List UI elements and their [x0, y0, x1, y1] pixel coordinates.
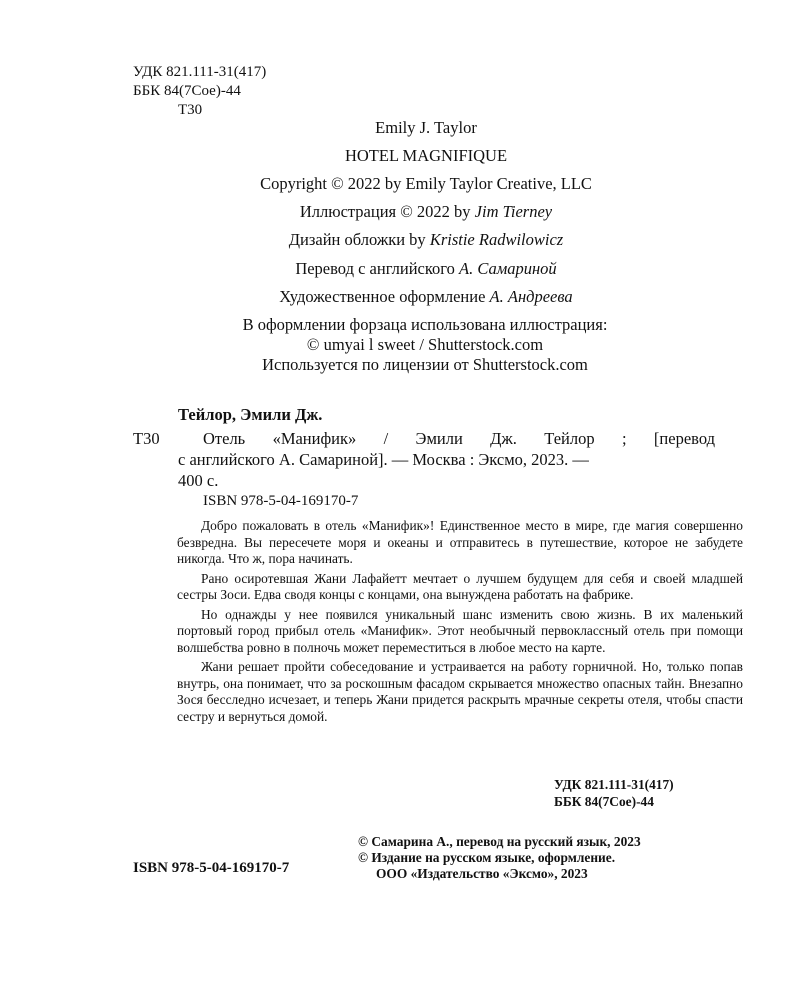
bib-line: 400 с.	[178, 471, 219, 490]
cover-designer-name: Kristie Radwilowicz	[429, 230, 564, 249]
udk-code-bottom: УДК 821.111-31(417)	[554, 777, 674, 792]
translation-prefix: Перевод с английского	[295, 259, 460, 278]
license-line: В оформлении форзаца использована иллюстрация:	[242, 315, 608, 334]
artwork-prefix: Художественное оформление	[279, 287, 490, 306]
translator-name: А. Самариной	[459, 259, 557, 278]
bib-isbn: ISBN 978-5-04-169170-7	[203, 493, 359, 509]
footer-isbn: ISBN 978-5-04-169170-7	[133, 860, 290, 876]
copyright-line: Copyright © 2022 by Emily Taylor Creative, LLC	[260, 174, 592, 193]
footer-copyright-line: © Самарина А., перевод на русский язык, 2023	[358, 834, 641, 849]
artist-name: А. Андреева	[489, 287, 573, 306]
original-author: Emily J. Taylor	[375, 118, 477, 137]
bib-mark: Т30	[133, 429, 160, 448]
cover-design-prefix: Дизайн обложки by	[288, 230, 430, 249]
footer-copyright-line: ООО «Издательство «Эксмо», 2023	[376, 866, 588, 881]
cover-design-credit	[100, 229, 752, 250]
author-mark: Т30	[178, 102, 203, 118]
annotation-paragraph: Но однажды у нее появился уникальный шанс изменить свою жизнь. В их маленький портовый город прибыл отель «Манифик». Этот необычный первоклассный отель при помощи волшебства ровно в полночь может переместиться в любое место на карте.	[177, 606, 743, 655]
footer-copyright-line: © Издание на русском языке, оформление.	[358, 850, 616, 865]
illustrator-name: Jim Tierney	[474, 202, 553, 221]
bib-heading: Тейлор, Эмили Дж.	[178, 405, 323, 424]
license-block	[130, 315, 720, 375]
udk-code: УДК 821.111-31(417)	[133, 64, 267, 80]
bbk-code: ББК 84(7Сое)-44	[133, 83, 241, 99]
illustration-credit	[100, 201, 752, 222]
license-line: Используется по лицензии от Shutterstock.com	[262, 355, 588, 374]
license-line: © umyai l sweet / Shutterstock.com	[306, 335, 544, 354]
original-title: HOTEL MAGNIFIQUE	[344, 146, 508, 165]
bib-line: с английского А. Самариной]. — Москва : Эксмо, 2023. —	[178, 450, 589, 469]
annotation-paragraph: Добро пожаловать в отель «Манифик»! Единственное место в мире, где магия совершенно безвредна. Вы пересечете моря и океаны и отправитесь в путешествие, которое не забудете никогда. Что ж, пора начинать.	[177, 518, 743, 566]
artwork-credit	[100, 286, 752, 307]
annotation-paragraph: Рано осиротевшая Жани Лафайетт мечтает о лучшем будущем для себя и своей младшей сестры Зоси. Едва сводя концы с концами, она вынуждена работать на фабрике.	[177, 570, 743, 602]
illustration-credit-prefix: Иллюстрация © 2022 by	[299, 202, 475, 221]
bib-line: Отель «Манифик» / Эмили Дж. Тейлор ; [перевод	[203, 429, 715, 448]
bbk-code-bottom: ББК 84(7Сое)-44	[554, 794, 654, 809]
annotation-paragraph: Жани решает пройти собеседование и устраивается на работу горничной. Но, только попав внутрь, она понимает, что за роскошным фасадом скрывается множество опасных тайн. Внезапно Зося бесследно исчезает, и теперь Жани придется раскрыть мрачные секреты отеля, чтобы спасти сестру и вернуться домой.	[177, 659, 743, 724]
translation-credit	[100, 258, 752, 279]
annotation	[177, 518, 743, 725]
